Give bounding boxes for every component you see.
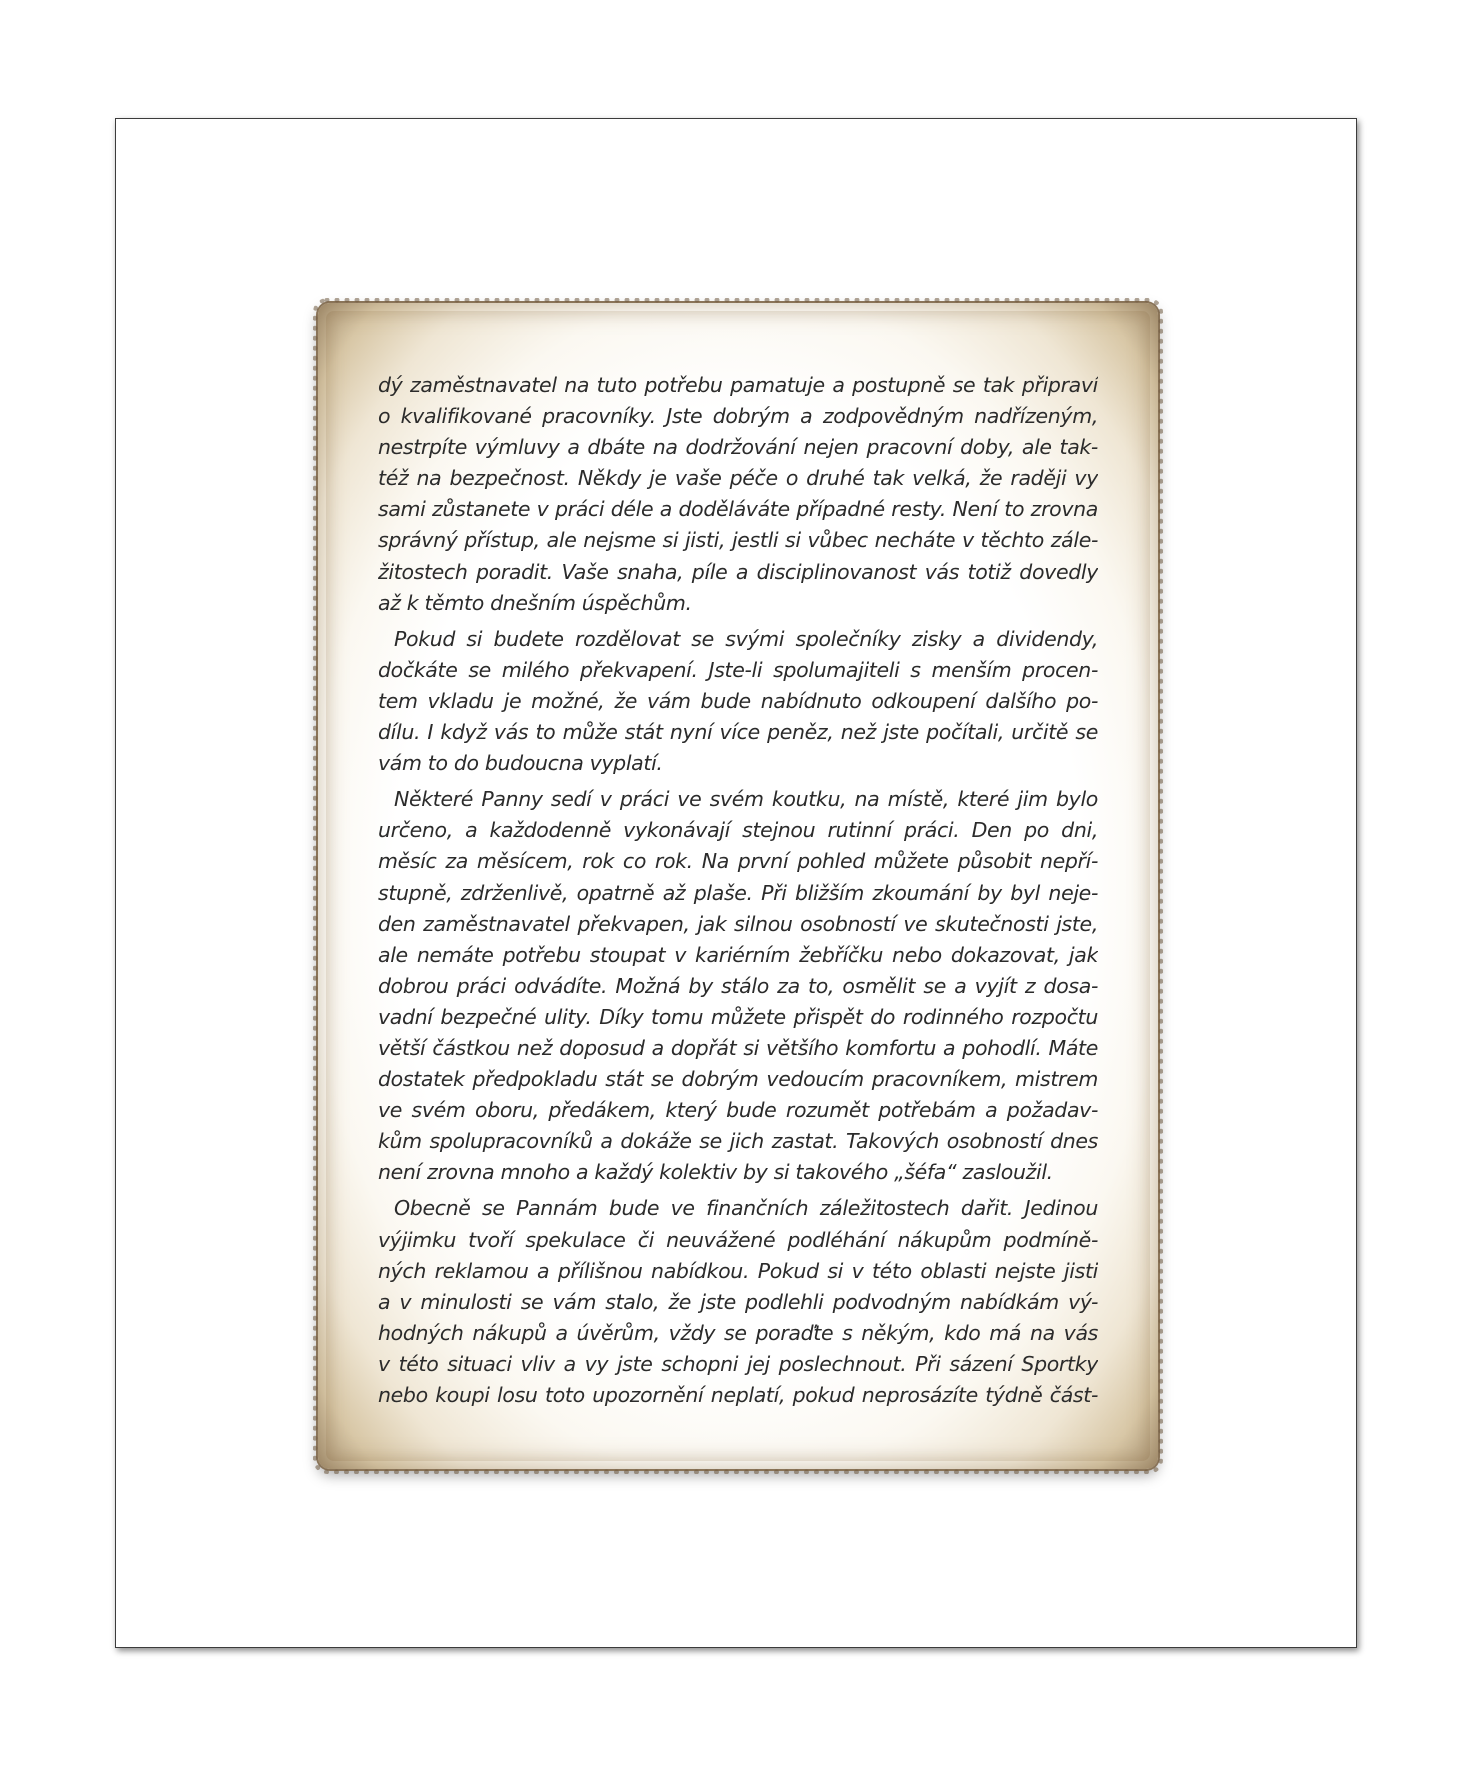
- text-line: Obecně se Pannám bude ve finančních záležitostech dařit. Jedinou: [394, 1196, 1098, 1221]
- paragraph: [378, 784, 1098, 1188]
- text-line: až k těmto dnešním úspěchům.: [378, 590, 692, 615]
- text-line: ale nemáte potřebu stoupat v kariérním žebříčku nebo dokazovat, jak: [378, 942, 1098, 967]
- text-line: správný přístup, ale nejsme si jisti, jestli si vůbec necháte v těchto zále-: [378, 528, 1098, 553]
- text-line: dílu. I když vás to může stát nyní více peněz, než jste počítali, určitě se: [378, 720, 1098, 745]
- text-line: tem vkladu je možné, že vám bude nabídnuto odkoupení dalšího po-: [378, 688, 1098, 713]
- text-line: výjimku tvoří spekulace či neuvážené podléhání nákupům podmíně-: [378, 1227, 1098, 1252]
- text-line: určeno, a každodenně vykonávají stejnou rutinní práci. Den po dni,: [378, 818, 1098, 843]
- text-line: vám to do budoucna vyplatí.: [378, 751, 663, 776]
- text-line: Některé Panny sedí v práci ve svém koutku, na místě, které jim bylo: [394, 787, 1098, 812]
- text-line: sami zůstanete v práci déle a doděláváte případné resty. Není to zrovna: [378, 497, 1098, 522]
- text-line: kům spolupracovníků a dokáže se jich zastat. Takových osobností dnes: [378, 1129, 1098, 1154]
- text-line: nebo koupi losu toto upozornění neplatí, pokud neprosázíte týdně část-: [378, 1383, 1098, 1407]
- paragraph: [378, 624, 1098, 779]
- text-line: stupně, zdrženlivě, opatrně až plaše. Při bližším zkoumání by byl neje-: [378, 880, 1098, 905]
- text-line: ných reklamou a přílišnou nabídkou. Pokud si v této oblasti nejste jisti: [378, 1258, 1098, 1283]
- text-line: hodných nákupů a úvěrům, vždy se poraďte s někým, kdo má na vás: [378, 1320, 1098, 1345]
- paragraph: [378, 1193, 1098, 1411]
- text-line: dý zaměstnavatel na tuto potřebu pamatuje a postupně se tak připraví: [378, 373, 1098, 397]
- text-line: větší částkou než doposud a dopřát si většího komfortu a pohodlí. Máte: [378, 1035, 1098, 1060]
- text-line: není zrovna mnoho a každý kolektiv by si takového „šéfa“ zasloužil.: [378, 1160, 1053, 1185]
- text-line: vadní bezpečné ulity. Díky tomu můžete přispět do rodinného rozpočtu: [378, 1004, 1098, 1029]
- text-line: Pokud si budete rozdělovat se svými společníky zisky a dividendy,: [394, 626, 1098, 651]
- text-line: ve svém oboru, předákem, který bude rozumět potřebám a požadav-: [378, 1098, 1098, 1123]
- text-line: dostatek předpokladu stát se dobrým vedoucím pracovníkem, mistrem: [378, 1067, 1098, 1092]
- text-line: nestrpíte výmluvy a dbáte na dodržování nejen pracovní doby, ale tak-: [378, 435, 1098, 460]
- paragraph: [378, 370, 1098, 619]
- text-line: měsíc za měsícem, rok co rok. Na první pohled můžete působit nepří-: [378, 849, 1098, 874]
- text-line: dočkáte se milého překvapení. Jste-li spolumajiteli s menším procen-: [378, 657, 1098, 682]
- text-line: den zaměstnavatel překvapen, jak silnou osobností ve skutečnosti jste,: [378, 911, 1098, 936]
- text-line: a v minulosti se vám stalo, že jste podlehli podvodným nabídkám vý-: [378, 1289, 1098, 1314]
- text-line: dobrou práci odvádíte. Možná by stálo za to, osmělit se a vyjít z dosa-: [378, 973, 1098, 998]
- text-line: též na bezpečnost. Někdy je vaše péče o druhé tak velká, že raději vy: [378, 466, 1098, 491]
- text-line: žitostech poradit. Vaše snaha, píle a disciplinovanost vás totiž dovedly: [378, 559, 1098, 584]
- text-line: o kvalifikované pracovníky. Jste dobrým a zodpovědným nadřízeným,: [378, 404, 1098, 429]
- text-line: v této situaci vliv a vy jste schopni jej poslechnout. Při sázení Sportky: [378, 1351, 1098, 1376]
- document-text: [378, 370, 1098, 1411]
